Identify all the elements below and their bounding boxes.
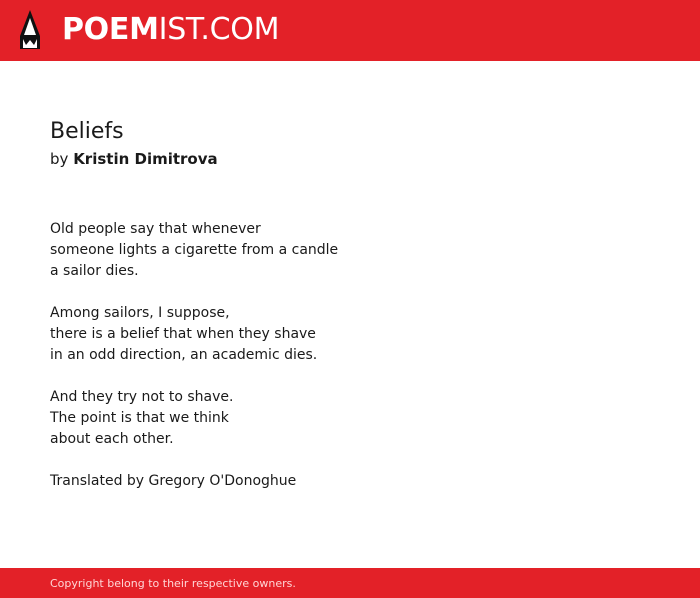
poem-line: in an odd direction, an academic dies. — [50, 347, 318, 363]
poem-line: Old people say that whenever — [50, 221, 261, 237]
stanza-break — [50, 450, 338, 471]
pen-nib-icon[interactable] — [17, 10, 43, 51]
poem-line: Among sailors, I suppose, — [50, 305, 230, 321]
byline — [50, 149, 218, 169]
stanza-break — [50, 366, 338, 387]
byline-prefix: by — [50, 150, 69, 168]
copyright-notice: Copyright belong to their respective owners. — [50, 577, 296, 590]
poem-line: a sailor dies. — [50, 263, 139, 279]
site-logo-link[interactable] — [62, 13, 279, 47]
poem-line: about each other. — [50, 431, 174, 447]
poem-line: The point is that we think — [50, 410, 229, 426]
poem-body — [50, 219, 338, 492]
brand-name-bold: POEM — [62, 12, 159, 47]
brand-name-light: IST.COM — [158, 12, 280, 47]
stanza-break — [50, 282, 338, 303]
poem-line: someone lights a cigarette from a candle — [50, 242, 339, 258]
poem-line: there is a belief that when they shave — [50, 326, 316, 342]
site-footer — [0, 568, 700, 598]
poem-line: And they try not to shave. — [50, 389, 234, 405]
poem-title: Beliefs — [50, 119, 124, 144]
author-name: Kristin Dimitrova — [73, 150, 218, 168]
site-header — [0, 0, 700, 61]
translator-credit: Translated by Gregory O'Donoghue — [50, 473, 297, 489]
